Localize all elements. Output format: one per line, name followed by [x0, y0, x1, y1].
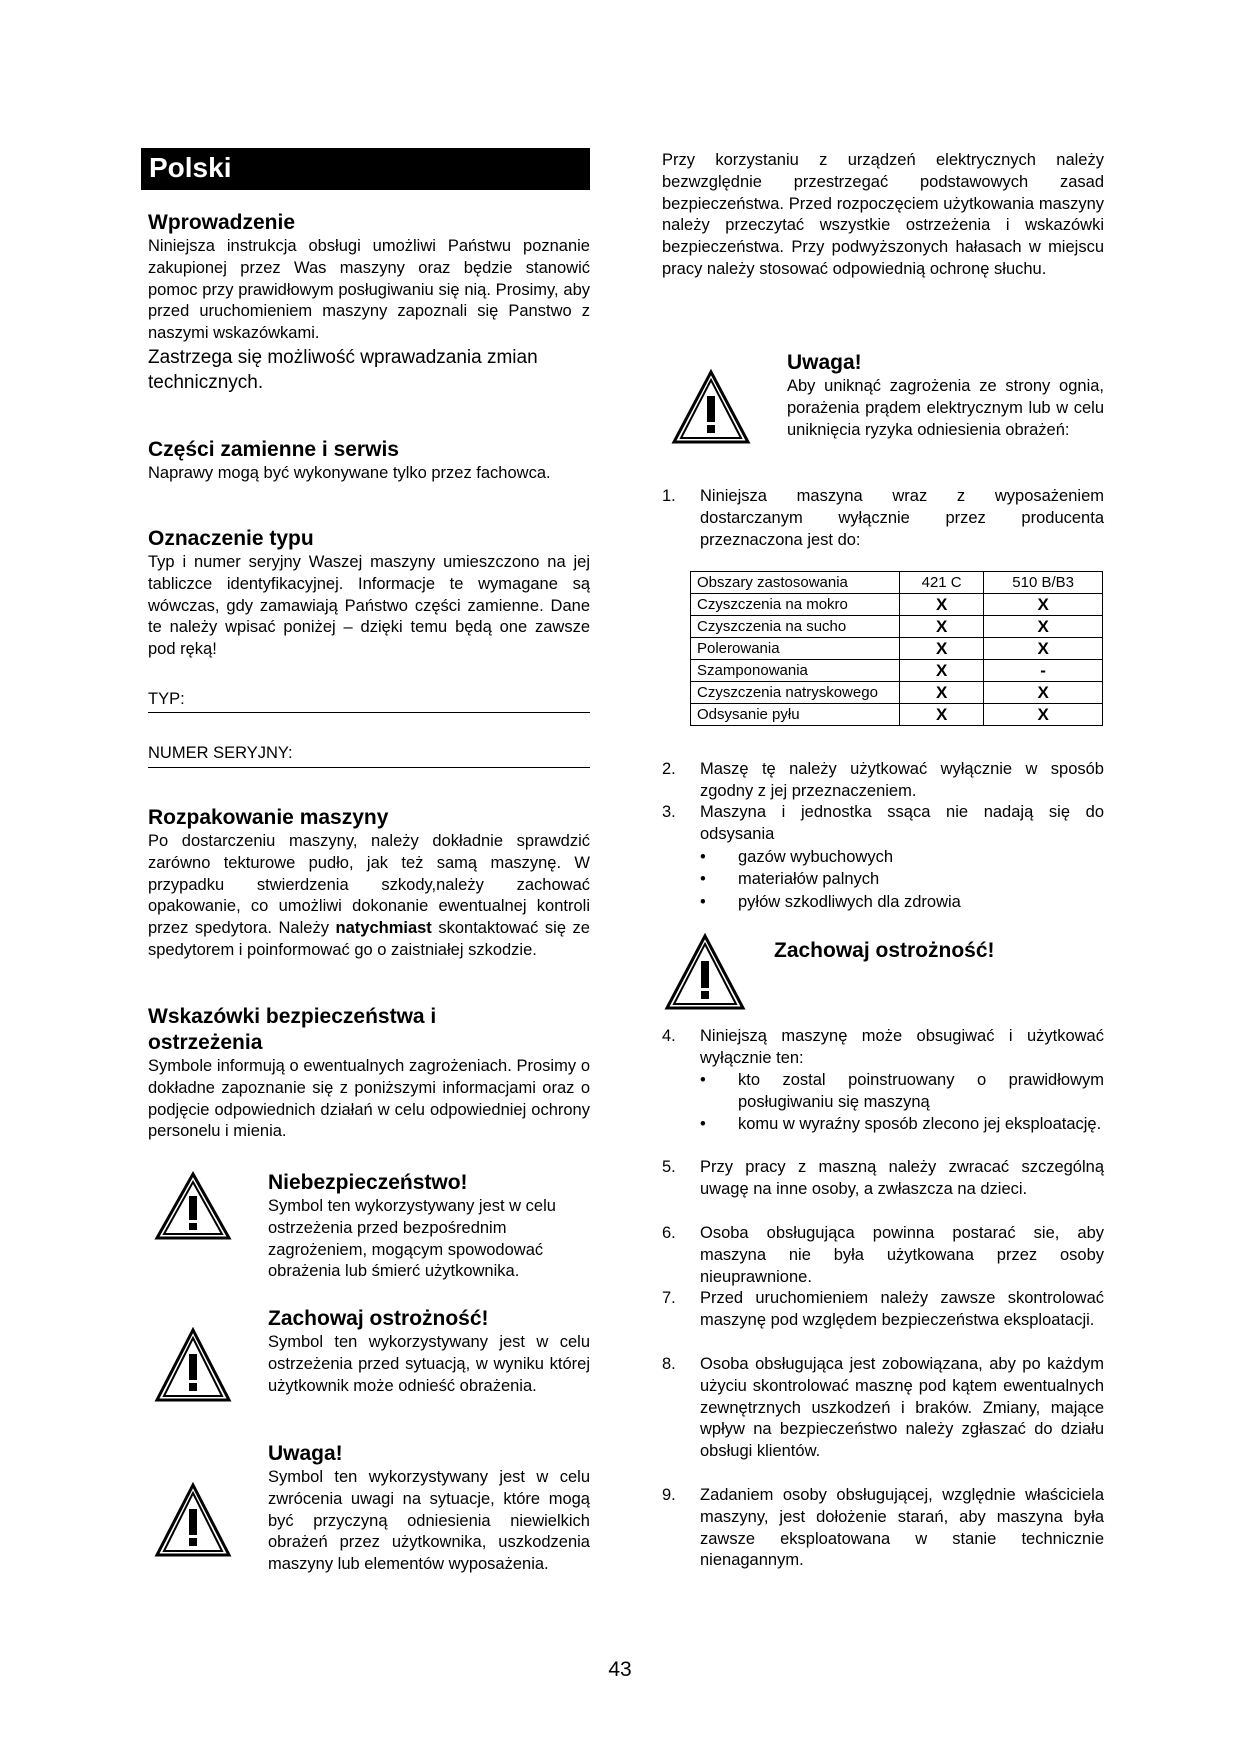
item-2: [662, 759, 1104, 803]
uwaga-text: Aby uniknąć zagrożenia ze strony ognia, porażenia prądem elektrycznym lub w celu uniknięcia ryzyka odniesienia obrażeń:: [787, 377, 1104, 439]
table-cell: X: [900, 682, 984, 704]
intro-text: Niniejsza instrukcja obsługi umożliwi Państwu poznanie zakupionej przez Was maszyny oraz będzie stanowić pomoc przy prawidłowym posługiwaniu się nią. Prosimy, aby przed uruchomieniem maszyny zapoznali się Panstwo z naszymi wskazówkami.: [148, 237, 590, 343]
item-5-number: 5.: [662, 1158, 676, 1176]
safety-section: [148, 1004, 590, 1143]
symbol-notice-text: Symbol ten wykorzystywany jest w celu zwrócenia uwagi na sytuacje, które mogą być przyczyną odniesienia niewielkich obrażeń przez użytkownika, uszkodzenia maszyny lub elementów wyposażenia.: [268, 1468, 590, 1574]
table-cell: X: [984, 638, 1103, 660]
serial-line: [148, 767, 590, 768]
caution-box: [663, 932, 1104, 1012]
table-cell: X: [900, 660, 984, 682]
table-row: [691, 704, 1103, 726]
caution-title: Zachowaj ostrożność!: [774, 939, 995, 962]
item-1-text: Niniejsza maszyna wraz z wyposażeniem dostarczanym wyłącznie przez producenta przeznaczona jest do:: [700, 487, 1104, 549]
table-cell: Odsysanie pyłu: [691, 704, 900, 726]
table-cell: X: [900, 704, 984, 726]
table-cell: Czyszczenia na mokro: [691, 594, 900, 616]
page-number: 43: [608, 1658, 632, 1681]
table-header-cell: 421 C: [900, 572, 984, 594]
item-3-text: Maszyna i jednostka ssąca nie nadają się do odsysania: [700, 803, 1104, 843]
item-4-bullet: • komu w wyraźny sposób zlecono jej eksploatację.: [700, 1115, 1102, 1133]
table-cell: X: [984, 704, 1103, 726]
item-3-bullet: • pyłów szkodliwych dla zdrowia: [700, 893, 961, 911]
item-9-text: Zadaniem osoby obsługującej, względnie właściciela maszyny, jest dołożenie starań, aby maszyna była zawsze eksploatowana w stanie technicznie nienagannym.: [700, 1486, 1104, 1570]
warning-triangle-icon: [663, 932, 747, 1012]
item-8: [662, 1354, 1104, 1486]
type-section: [148, 526, 590, 661]
table-row: [691, 660, 1103, 682]
table-row: [691, 682, 1103, 704]
item-6: [662, 1223, 1104, 1289]
symbol-danger: [154, 1170, 590, 1280]
intro-note: Zastrzega się możliwość wprawadzania zmian technicznych.: [148, 346, 538, 393]
item-7-number: 7.: [662, 1289, 676, 1307]
warning-triangle-icon: [154, 1326, 232, 1404]
symbol-notice: [154, 1441, 590, 1601]
serial-label: NUMER SERYJNY:: [148, 744, 293, 762]
parts-section: [148, 437, 590, 485]
item-3-number: 3.: [662, 803, 676, 821]
intro-section: [148, 210, 590, 395]
symbol-notice-title: Uwaga!: [268, 1442, 343, 1465]
item-9-number: 9.: [662, 1486, 676, 1504]
item-4-text: Niniejszą maszynę może obsugiwać i użytkować wyłącznie ten:: [700, 1027, 1104, 1067]
intro-title: Wprowadzenie: [148, 211, 296, 234]
table-cell: -: [984, 660, 1103, 682]
uwaga-box: [670, 350, 1104, 470]
type-text: Typ i numer seryjny Waszej maszyny umieszczono na jej tabliczce identyfikacyjnej. Informacje te wymagane są wówczas, gdy zamawiają Państwo części zamienne. Dane te należy wpisać poniżej – dzięki temu będą one zawsze pod ręką!: [148, 553, 590, 659]
unpack-text: Po dostarczeniu maszyny, należy dokładnie sprawdzić zarówno tekturowe pudło, jak też samą maszynę. W przypadku stwierdzenia szkody,należy zachować opakowanie, co umożliwi dokonanie ewentualnej kontroli przez spedytora. Należy natychmiast skontaktować się ze spedytorem i poinformować go o zaistniałej szkodzie.: [148, 832, 590, 959]
symbol-caution-text: Symbol ten wykorzystywany jest w celu ostrzeżenia przed sytuacją, w wyniku której użytkownik może odnieść obrażenia.: [268, 1333, 590, 1395]
item-7: [662, 1288, 1104, 1354]
table-header-cell: 510 B/B3: [984, 572, 1103, 594]
item-5-text: Przy pracy z maszną należy zwracać szczególną uwagę na inne osoby, a zwłaszcza na dzieci.: [700, 1158, 1104, 1198]
unpack-section: [148, 805, 590, 962]
item-5: [662, 1157, 1104, 1223]
table-cell: X: [984, 682, 1103, 704]
item-4-number: 4.: [662, 1027, 676, 1045]
item-8-text: Osoba obsługująca jest zobowiązana, aby po każdym użyciu skontrolować masznę pod kątem ewentualnych zewnętrznych uszkodzeń i braków. Zmiany, mające wpływ na bezpieczeństwo należy zgłaszać do działu obsługi klientów.: [700, 1355, 1104, 1461]
table-cell: Szamponowania: [691, 660, 900, 682]
parts-text: Naprawy mogą być wykonywane tylko przez fachowca.: [148, 464, 551, 482]
safety-title-2: ostrzeżenia: [148, 1031, 263, 1054]
warning-triangle-icon: [670, 368, 752, 446]
language-label: Polski: [149, 152, 232, 183]
table-row: [691, 638, 1103, 660]
symbol-danger-title: Niebezpieczeństwo!: [268, 1171, 468, 1194]
right-intro-text: Przy korzystaniu z urządzeń elektrycznych należy bezwzględnie przestrzegać podstawowych zasad bezpieczeństwa. Przed rozpoczęciem użytkowania maszyny należy przeczytać wszystkie ostrzeżenia i wskazówki bezpieczeństwa. Przy podwyższonych hałasach w miejscu pracy należy stosować odpowiednią ochronę słuchu.: [662, 151, 1104, 278]
item-2-text: Maszę tę należy użytkować wyłącznie w sposób zgodny z jej przeznaczeniem.: [700, 760, 1104, 800]
warning-triangle-icon: [154, 1481, 232, 1559]
safety-title-1: Wskazówki bezpieczeństwa i: [148, 1005, 437, 1028]
table-cell: X: [984, 616, 1103, 638]
table-cell: Czyszczenia natryskowego: [691, 682, 900, 704]
language-header: [141, 148, 590, 190]
typ-label: TYP:: [148, 690, 185, 708]
table-header-cell: Obszary zastosowania: [691, 572, 900, 594]
table-cell: Polerowania: [691, 638, 900, 660]
type-title: Oznaczenie typu: [148, 527, 314, 550]
item-8-number: 8.: [662, 1355, 676, 1373]
item-6-text: Osoba obsługująca powinna postarać sie, aby maszyna nie była użytkowana przez osoby nieuprawnione.: [700, 1224, 1104, 1286]
table-header-row: [691, 572, 1103, 594]
table-row: [691, 594, 1103, 616]
table-cell: X: [900, 638, 984, 660]
item-7-text: Przed uruchomieniem należy zawsze skontrolować maszynę pod względem bezpieczeństwa eksploatacji.: [700, 1289, 1104, 1329]
table-row: [691, 616, 1103, 638]
item-3-bullet: • materiałów palnych: [700, 870, 880, 888]
uwaga-title: Uwaga!: [787, 351, 862, 374]
table-cell: X: [900, 616, 984, 638]
table-cell: X: [900, 594, 984, 616]
unpack-title: Rozpakowanie maszyny: [148, 806, 389, 829]
parts-title: Części zamienne i serwis: [148, 438, 399, 461]
symbol-danger-text: Symbol ten wykorzystywany jest w celu ostrzeżenia przed bezpośrednim zagrożeniem, mogącym spowodować obrażenia lub śmierć użytkownika.: [268, 1197, 556, 1281]
safety-text: Symbole informują o ewentualnych zagrożeniach. Prosimy o dokładne zapoznanie się z poniższymi informacjami oraz o podjęcie odpowiednich działań w celu odpowiedniej ochrony personelu i mienia.: [148, 1057, 590, 1141]
table-cell: Czyszczenia na sucho: [691, 616, 900, 638]
warning-triangle-icon: [154, 1170, 232, 1242]
item-4: [662, 1026, 1104, 1070]
table-cell: X: [984, 594, 1103, 616]
item-2-number: 2.: [662, 760, 676, 778]
application-table: [690, 571, 1103, 726]
item-6-number: 6.: [662, 1224, 676, 1242]
item-1: [662, 486, 1104, 552]
item-1-number: 1.: [662, 487, 676, 505]
item-4-bullet: • kto zostal poinstruowany o prawidłowym posługiwaniu się maszyną: [700, 1071, 1104, 1111]
item-3: [662, 802, 1104, 846]
item-9: [662, 1485, 1104, 1573]
typ-line: [148, 712, 590, 713]
right-intro: [662, 150, 1104, 281]
item-3-bullet: • gazów wybuchowych: [700, 848, 893, 866]
symbol-caution-title: Zachowaj ostrożność!: [268, 1307, 489, 1330]
symbol-caution: [154, 1306, 590, 1416]
